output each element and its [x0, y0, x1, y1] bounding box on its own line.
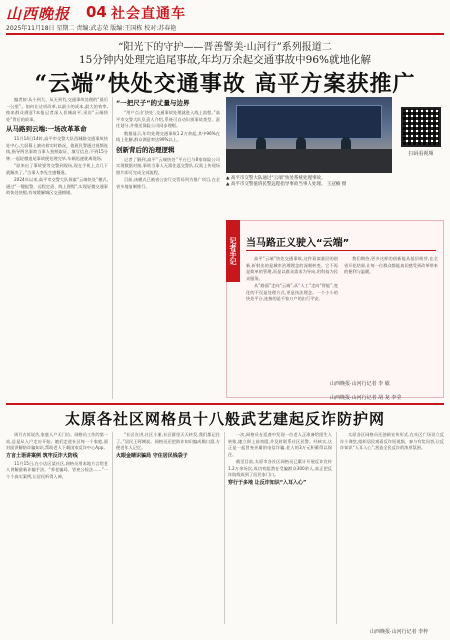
masthead-divider: [6, 33, 444, 35]
commentary-rule: [246, 250, 436, 251]
photo-caption-line: ▲ 高平市交警大队通过“云端”快处系统处理事故。: [226, 176, 326, 181]
editor-note: 编者按:从小到大、从无到有,交通事故处理的“最后一公里”。如何让这项改革,以最小的成本,最大的效率,换来群众满意?本报记者深入晋城高平,采访“云端快处”背后的故事。: [6, 97, 108, 122]
qr-label: 扫码看视频: [408, 151, 434, 157]
masthead: [6, 3, 444, 33]
section-subtitle-3: 创新背后的治理逻辑: [116, 145, 175, 154]
commentary-paragraph: 从“路面”走向“云端”,从“人工”走向“智能”,变化的不仅是处理方式,更是执法理念。一个小小的快处平台,连接的是千家万户的出行平安。: [246, 283, 338, 301]
column-rule: [224, 432, 225, 624]
bottom-story-column-3: [228, 432, 332, 624]
top-story-column-1: [6, 97, 108, 399]
bottom-story-column-1: [6, 432, 108, 624]
body-paragraph: 截至目前,太原市各社区网格员已累计开展反诈宣传1.2万余场次,成功劝阻潜在受骗群众300余人,真正把反诈防线筑到了居民家门口。: [228, 459, 332, 477]
commentary-title: 当马路正义驶入“云端”: [246, 238, 350, 249]
section-title: 社会直通车: [111, 6, 186, 22]
bottom-story-column-4: [340, 432, 444, 624]
body-paragraph: 11月14日14时,高平市交警大队西城路交通事故快处中心,大屏幕上滚动着实时路况。值班民警通过视频连线,指导两名事故当事人拍照取证、填写信息,不到15分钟,一起轻微追尾事故便处理完毕,车辆迅速驶离现场。: [6, 136, 108, 161]
bottom-subtitle-1: 方言土语讲案例 筑牢反诈大防线: [6, 452, 78, 459]
column-rule: [112, 432, 113, 624]
commentary-paragraph: 我们期待,更多这样的创新能从基层萌芽,在全省开花结果,让每一位群众都能真切感受到改革带来的便利与温暖。: [344, 256, 438, 274]
top-story-kicker: “阳光下的守护——晋善警美·山河行”系列报道二: [118, 42, 332, 53]
bottom-subtitle-2: 火眼金睛识骗局 守住居民钱袋子: [116, 452, 188, 459]
story-divider: [6, 403, 444, 405]
news-photo: [226, 97, 392, 173]
body-paragraph: 记者了解到,高平“云端快处”平台已与8家保险公司实现数据对接,事故当事人无需往返交警队,仅需上传现场照片即可完成全部流程。: [116, 156, 220, 175]
body-paragraph: 太原各区网格员还创新宣传形式,在社区广场设立反诈小课堂,组织居民观看反诈短视频、参与有奖问答,让反诈知识“入耳入心”,营造全民反诈的浓厚氛围。: [340, 432, 444, 450]
body-paragraph: 目前,该模式已被省公安厅交管局列为推广项目,在全省多地复制推行。: [116, 177, 220, 189]
newspaper-logo: 山西晚报: [6, 5, 71, 23]
qr-code-icon[interactable]: [401, 107, 441, 147]
section-subtitle-2: “一把尺子”的丈量与边界: [116, 99, 190, 107]
body-paragraph: 2024年以来,高平市交警大队探索“云端快处”模式,通过“一键报警、远程定责、线上理赔”,实现轻微交通事故快处快赔,有效缓解城区交通拥堵。: [6, 177, 108, 195]
bottom-story-column-2: [116, 432, 220, 624]
body-paragraph: “用户点击‘快处’,交通事故处理就进入线上流程。”高平市交警大队负责人介绍,系统可自动识别事故类型、责任划分,并推送保险公司同步理赔。: [116, 110, 220, 128]
section-subtitle-1: 从马路到云端:一场改革革命: [6, 125, 87, 133]
commentary-column-2: [344, 256, 438, 386]
monitor-wall: [236, 105, 382, 139]
top-story-column-2: [116, 97, 220, 399]
body-paragraph: 一次,网格员在巡查中发现一位老人正准备给陌生人转账,她立即上前劝阻,并及时联系社区民警。经核实,这正是一起冒充亲属的电信诈骗,老人的3万元积蓄得以保住。: [228, 432, 332, 457]
bottom-story-byline: 山西晚报·山河行记者 李梓: [370, 629, 429, 635]
commentary-tag: 记者手记: [226, 220, 240, 282]
body-paragraph: 周月吉诉说苦,家庭人户无门访。网格员工作的第一站,总是从入户走访开始。她们走进社区每一个家庭,面对面讲解防诈骗知识,帮助老人下载国家反诈中心App。: [6, 432, 108, 450]
column-rule: [112, 97, 113, 399]
photo-caption: [226, 176, 444, 188]
body-paragraph: “社区宣讲,社区小册,社区群里天天转发,我们都记住了。”居民王阿姨说。网格员还把防诈知识编成顺口溜,方便老年人记忆。: [116, 432, 220, 450]
bottom-story-headline: 太原各社区网格员十八般武艺建起反诈防护网: [64, 410, 385, 428]
body-paragraph: 11月15日,在小店区某社区,网格员用本地方言给老人讲解最新诈骗手法。“养老骗局、冒充公检法……”一个个真实案例,让居民听得入神。: [6, 460, 108, 479]
desk: [226, 149, 392, 173]
top-story-byline: 山西晚报·山河行记者 胡 龙 李莹: [330, 395, 402, 401]
top-story-subhead: 15分钟内处理完追尾事故,年均万余起交通事故中96%就地化解: [78, 54, 372, 66]
commentary-byline: 山西晚报·山河行记者 李 敏: [330, 381, 390, 387]
column-rule: [336, 432, 337, 624]
commentary-paragraph: 高平“云端”快处交通事故,这件看似基层的创新,折射出的是城市治理理念的深刻转变。它不再是简单的管理,而是以群众需求为导向,用科技为民众服务。: [246, 256, 338, 281]
qr-code-block[interactable]: [398, 97, 444, 173]
top-story-headline: “云端”快处交通事故 高平方案获推广: [34, 71, 416, 97]
bottom-subtitle-3: 穿行于多地 让反诈知识“入耳入心”: [228, 479, 307, 486]
dateline: 2025年11月18日 星期二 责编:武志荣 版编:王国栋 校对:苏春艳: [6, 25, 177, 32]
commentary-column-1: [246, 256, 338, 386]
body-paragraph: “原来出了事故要等交警到现场,现在手机上点几下就解决了。”当事人李先生感慨道。: [6, 163, 108, 175]
photo-caption-line: ▲ 高平市交警值班民警远程指导事故当事人处理。 王冠楠 摄: [226, 182, 347, 187]
page-number: 04: [86, 3, 107, 21]
body-paragraph: 数据显示,年均处理交通事故1.2万余起,其中96%在线上化解,群众满意率达99%以上。: [116, 130, 220, 142]
